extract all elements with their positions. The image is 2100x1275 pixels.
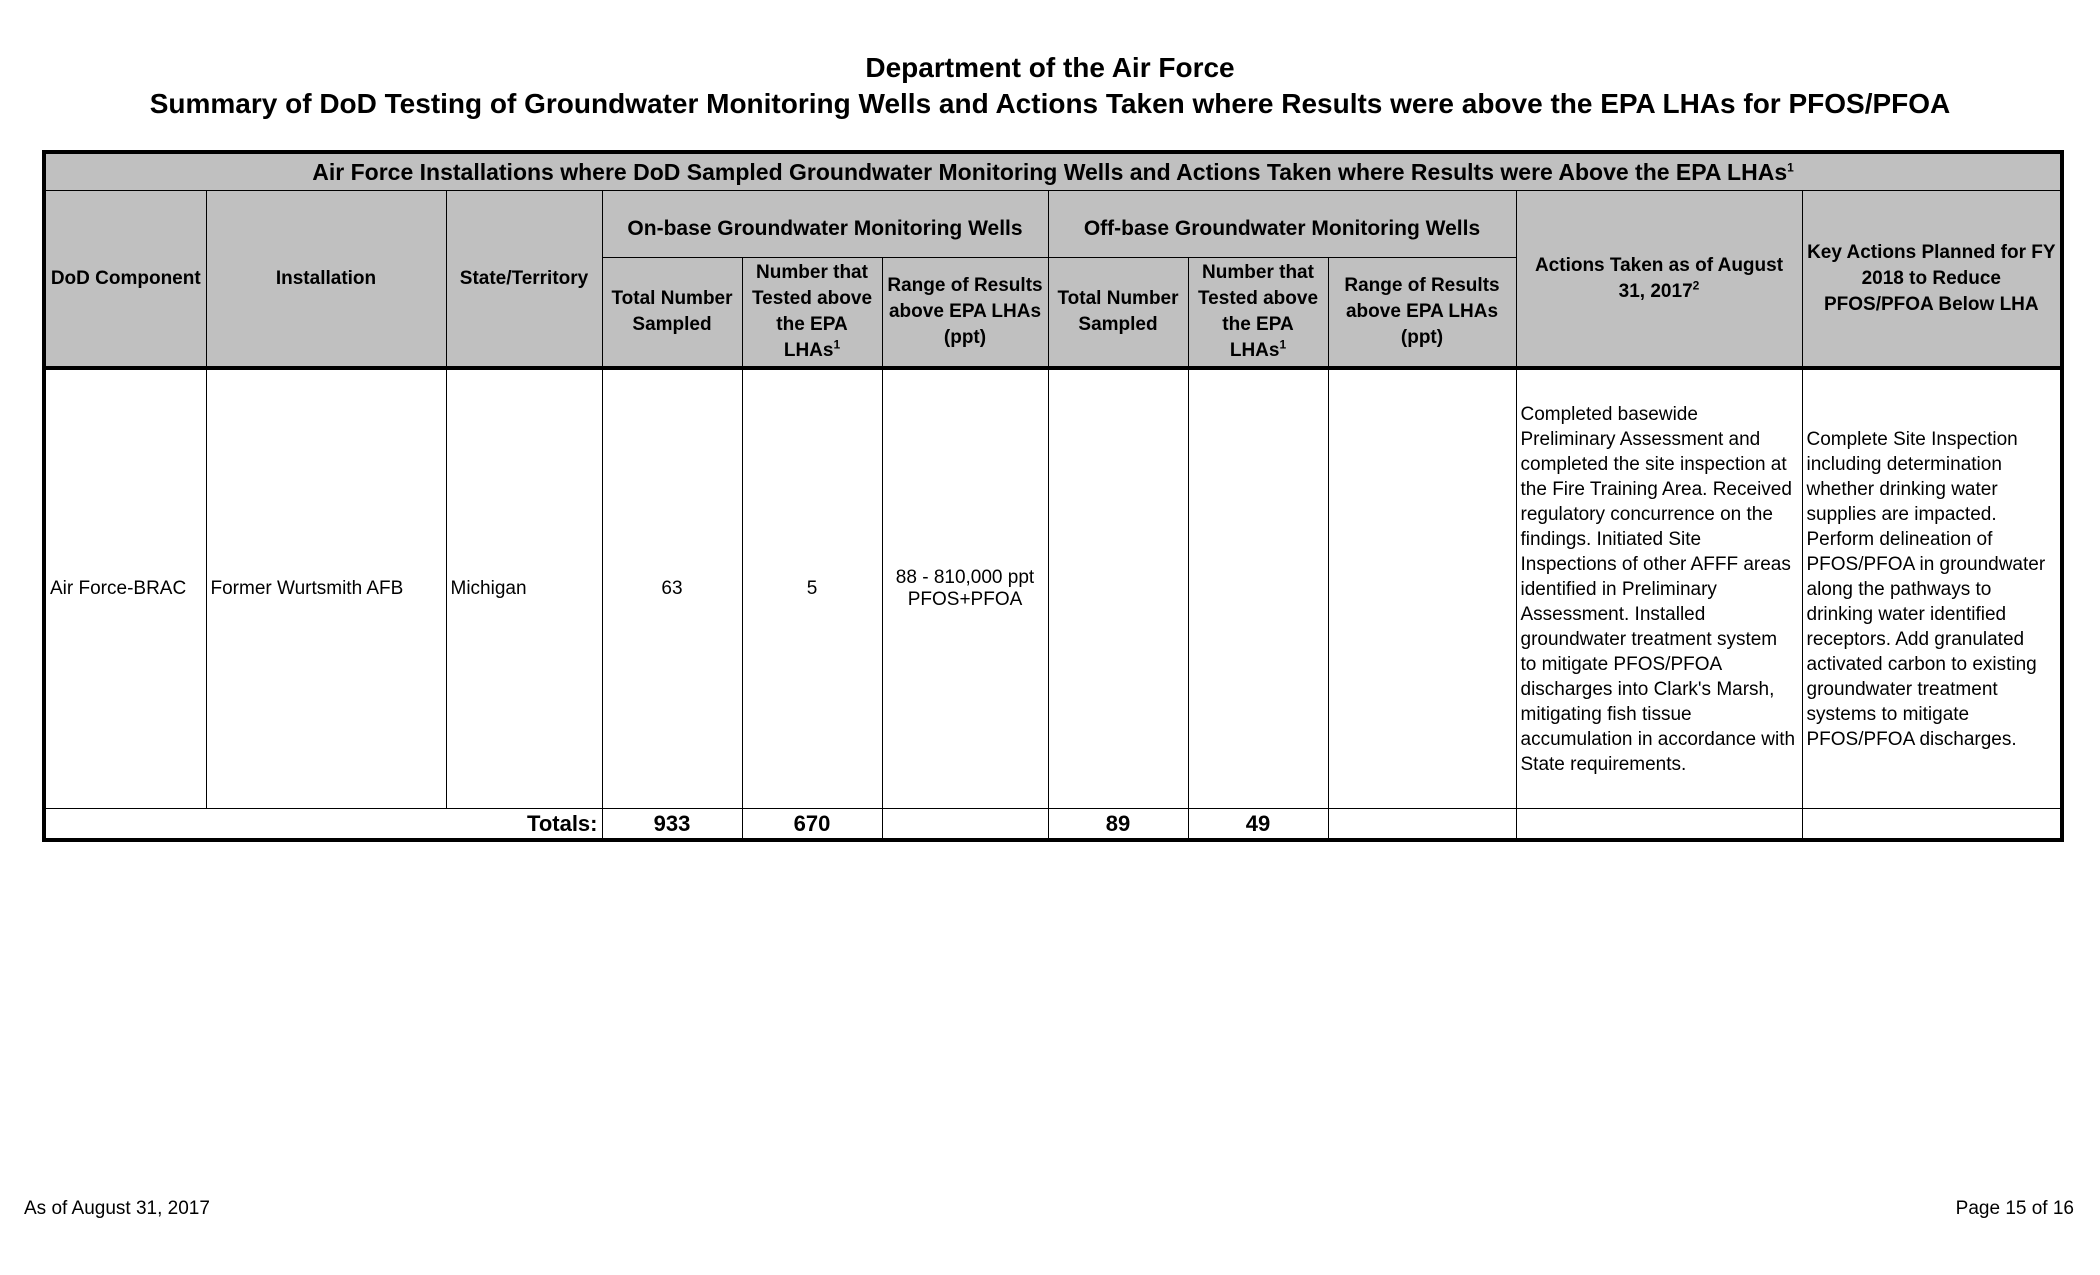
cell-off-range bbox=[1328, 368, 1516, 809]
header-on-total-sampled: Total Number Sampled bbox=[602, 258, 742, 369]
page-title: Department of the Air Force bbox=[865, 52, 1235, 83]
totals-key-actions bbox=[1802, 809, 2062, 841]
header-actions-taken: Actions Taken as of August 31, 2017$^2$ bbox=[1516, 191, 1802, 369]
header-state: State/Territory bbox=[446, 191, 602, 369]
cell-key-actions: Complete Site Inspection including determination whether drinking water supplies are impacted. Perform delineation of PFOS/PFOA in groundwater along the pathways to drinking water identified receptors. Add granulated activated carbon to existing groundwater treatment systems to mitigate PFOS/PFOA discharges. bbox=[1802, 368, 2062, 809]
header-off-range: Range of Results above EPA LHAs (ppt) bbox=[1328, 258, 1516, 369]
totals-on-range bbox=[882, 809, 1048, 841]
cell-installation: Former Wurtsmith AFB bbox=[206, 368, 446, 809]
totals-label: Totals: bbox=[44, 809, 602, 841]
cell-on-above: 5 bbox=[742, 368, 882, 809]
totals-off-above: 49 bbox=[1188, 809, 1328, 841]
header-dod-component: DoD Component bbox=[44, 191, 206, 369]
page-subtitle: Summary of DoD Testing of Groundwater Monitoring Wells and Actions Taken where Results were above the EPA LHAs for PFOS/PFOA bbox=[149, 88, 1951, 119]
cell-actions-taken: Completed basewide Preliminary Assessment and completed the site inspection at the Fire Training Area. Received regulatory concurrence on the findings. Initiated Site Inspections of other AFFF areas identified in Preliminary Assessment. Installed groundwater treatment system to mitigate PFOS/PFOA discharges into Clark's Marsh, mitigating fish tissue accumulation in accordance with State requirements. bbox=[1516, 368, 1802, 809]
cell-off-above bbox=[1188, 368, 1328, 809]
cell-on-total: 63 bbox=[602, 368, 742, 809]
header-key-actions: Key Actions Planned for FY 2018 to Reduce PFOS/PFOA Below LHA bbox=[1802, 191, 2062, 369]
cell-dod-component: Air Force-BRAC bbox=[44, 368, 206, 809]
cell-state: Michigan bbox=[446, 368, 602, 809]
page-title-block bbox=[0, 50, 2100, 122]
totals-off-range bbox=[1328, 809, 1516, 841]
totals-row bbox=[44, 809, 2062, 841]
totals-actions bbox=[1516, 809, 1802, 841]
header-off-total-sampled: Total Number Sampled bbox=[1048, 258, 1188, 369]
table-row bbox=[44, 368, 2062, 809]
table-banner: Air Force Installations where DoD Sampled Groundwater Monitoring Wells and Actions Taken where Results were Above the EPA LHAs$^1$ bbox=[44, 152, 2062, 191]
cell-off-total bbox=[1048, 368, 1188, 809]
footer-page-number: Page 15 of 16 bbox=[1955, 1198, 2074, 1219]
totals-on-above: 670 bbox=[742, 809, 882, 841]
header-on-base-group: On-base Groundwater Monitoring Wells bbox=[602, 191, 1048, 258]
footer-date: As of August 31, 2017 bbox=[24, 1198, 210, 1219]
summary-table bbox=[42, 150, 2064, 842]
header-off-base-group: Off-base Groundwater Monitoring Wells bbox=[1048, 191, 1516, 258]
totals-on-total: 933 bbox=[602, 809, 742, 841]
header-off-tested-above: Number that Tested above the EPA LHAs$^1$ bbox=[1188, 258, 1328, 369]
header-installation: Installation bbox=[206, 191, 446, 369]
cell-on-range: 88 - 810,000 ppt PFOS+PFOA bbox=[882, 368, 1048, 809]
header-on-range: Range of Results above EPA LHAs (ppt) bbox=[882, 258, 1048, 369]
header-on-tested-above: Number that Tested above the EPA LHAs$^1$ bbox=[742, 258, 882, 369]
totals-off-total: 89 bbox=[1048, 809, 1188, 841]
